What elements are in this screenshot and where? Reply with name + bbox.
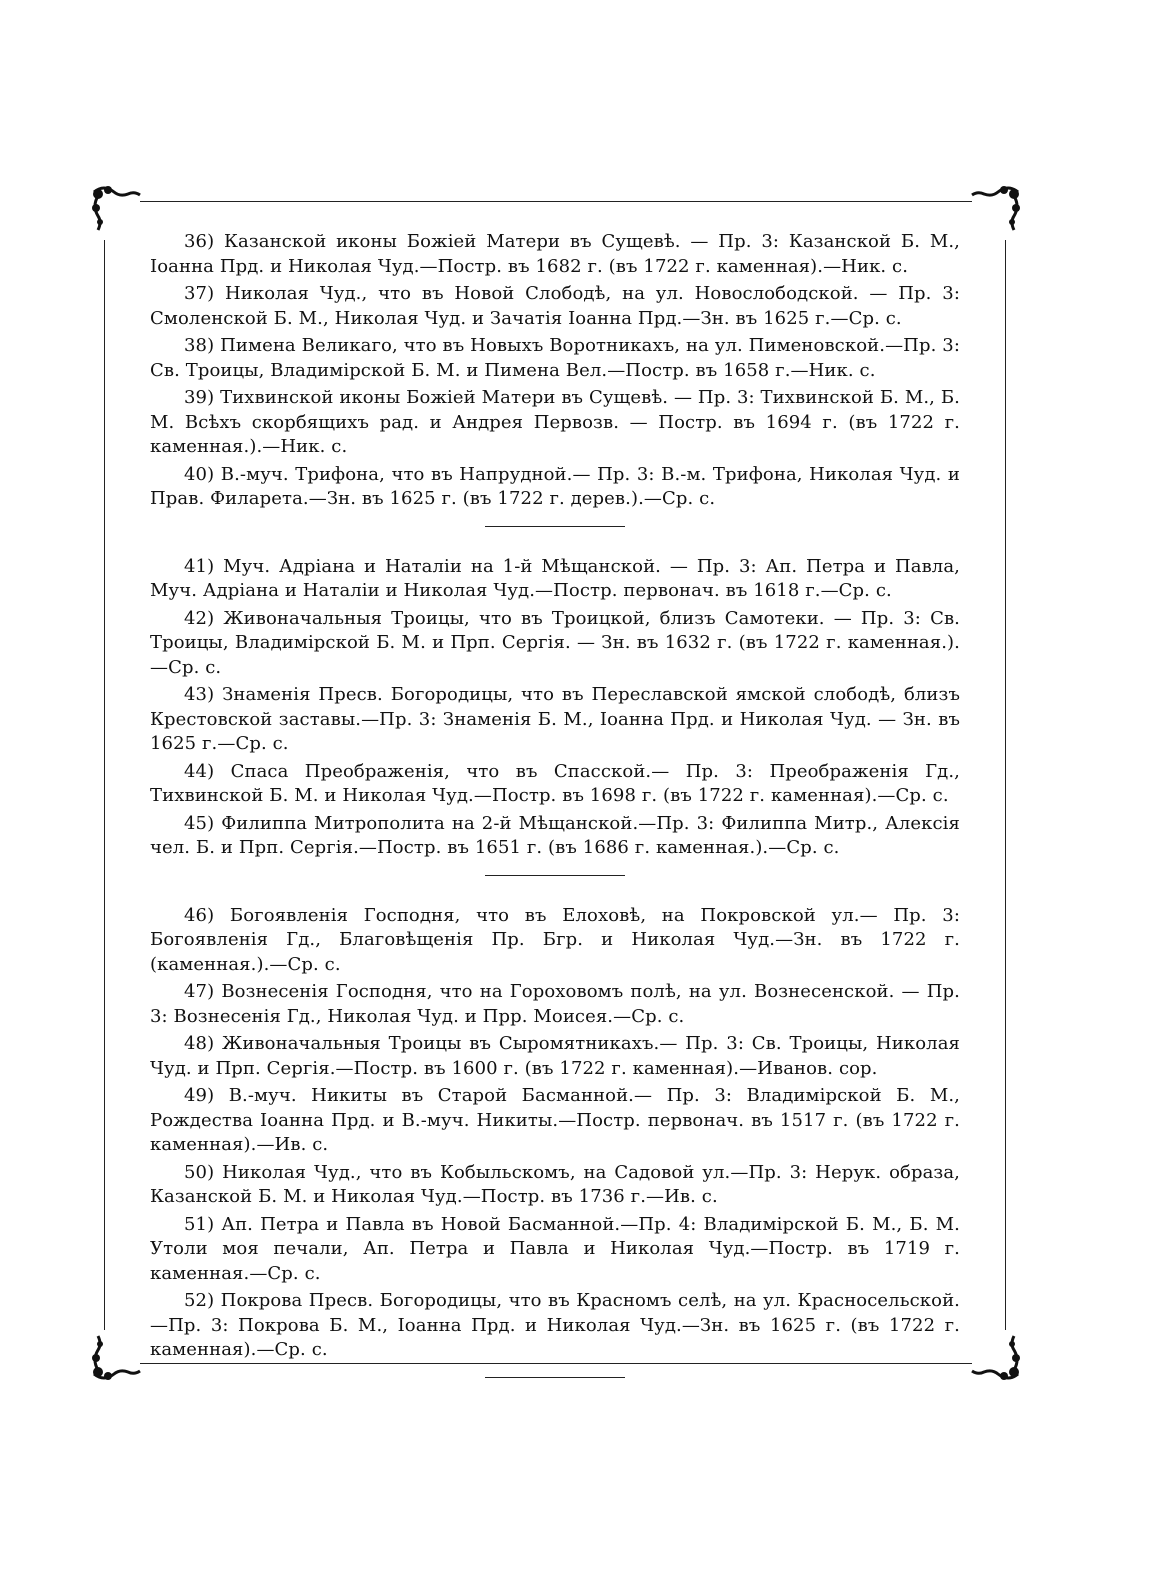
list-item: 46) Богоявленія Господня, что въ Елоховѣ, на Покровской ул.— Пр. 3: Богоявленія Гд., Благовѣщенія Пр. Бгр. и Николая Чуд.—Зн. въ 1722 г. (каменная.).—Ср. с. <box>150 904 960 975</box>
entry-group-2 <box>150 555 960 861</box>
section-divider <box>485 1377 625 1378</box>
list-item: 42) Живоначальныя Троицы, что въ Троицкой, близъ Самотеки. — Пр. 3: Св. Троицы, Владимірской Б. М. и Прп. Сергія. — Зн. въ 1632 г. (въ 1722 г. каменная.).—Ср. с. <box>150 607 960 678</box>
list-item: 43) Знаменія Пресв. Богородицы, что въ Переславской ямской слободѣ, близъ Крестовской заставы.—Пр. 3: Знаменія Б. М., Іоанна Прд. и Николая Чуд. — Зн. въ 1625 г.—Ср. с. <box>150 684 960 754</box>
list-item: 38) Пимена Великаго, что въ Новыхъ Воротникахъ, на ул. Пименовской.—Пр. 3: Св. Троицы, Владимірской Б. М. и Пимена Вел.—Постр. въ 1658 г.—Ник. с. <box>150 335 960 381</box>
ornament-bottom-left-icon <box>86 1326 144 1384</box>
frame-right-line <box>1005 240 1006 1330</box>
frame-top-line <box>140 201 972 202</box>
ornament-top-left-icon <box>86 182 144 240</box>
section-divider <box>485 526 625 527</box>
list-item: 45) Филиппа Митрополита на 2-й Мѣщанской.—Пр. 3: Филиппа Митр., Алексія чел. Б. и Прп. Сергія.—Постр. въ 1651 г. (въ 1686 г. каменная.).—Ср. с. <box>150 812 960 858</box>
church-list <box>150 230 960 1378</box>
entry-group-3 <box>150 904 960 1363</box>
list-item: 44) Спаса Преображенія, что въ Спасской.— Пр. 3: Преображенія Гд., Тихвинской Б. М. и Николая Чуд.—Постр. въ 1698 г. (въ 1722 г. каменная).—Ср. с. <box>150 760 960 806</box>
list-item: 49) В.-муч. Никиты въ Старой Басманной.— Пр. 3: Владимірской Б. М., Рождества Іоанна Прд. и В.-муч. Никиты.—Постр. первонач. въ 1517 г. (въ 1722 г. каменная).—Ив. с. <box>150 1085 960 1155</box>
list-item: 39) Тихвинской иконы Божіей Матери въ Сущевѣ. — Пр. 3: Тихвинской Б. М., Б. М. Всѣхъ скорбящихъ рад. и Андрея Первозв. — Постр. въ 1694 г. (въ 1722 г. каменная.).—Ник. с. <box>150 387 960 457</box>
list-item: 50) Николая Чуд., что въ Кобыльскомъ, на Садовой ул.—Пр. 3: Нерук. образа, Казанской Б. М. и Николая Чуд.—Постр. въ 1736 г.—Ив. с. <box>150 1161 960 1207</box>
list-item: 47) Вознесенія Господня, что на Гороховомъ полѣ, на ул. Вознесенской. — Пр. 3: Вознесенія Гд., Николая Чуд. и Прр. Моисея.—Ср. с. <box>150 981 960 1027</box>
entry-group-1 <box>150 230 960 512</box>
list-item: 51) Ап. Петра и Павла въ Новой Басманной.—Пр. 4: Владимірской Б. М., Б. М. Утоли моя печали, Ап. Петра и Павла и Николая Чуд.—Постр. въ 1719 г. каменная.—Ср. с. <box>150 1213 960 1284</box>
list-item: 52) Покрова Пресв. Богородицы, что въ Красномъ селѣ, на ул. Красносельской.—Пр. 3: Покрова Б. М., Іоанна Прд. и Николая Чуд.—Зн. въ 1625 г. (въ 1722 г. каменная).—Ср. с. <box>150 1290 960 1360</box>
section-divider <box>485 875 625 876</box>
list-item: 48) Живоначальныя Троицы въ Сыромятникахъ.— Пр. 3: Св. Троицы, Николая Чуд. и Прп. Сергія.—Постр. въ 1600 г. (въ 1722 г. каменная).—Иванов. сор. <box>150 1033 960 1079</box>
list-item: 37) Николая Чуд., что въ Новой Слободѣ, на ул. Новослободской. — Пр. 3: Смоленской Б. М., Николая Чуд. и Зачатія Іоанна Прд.—Зн. въ 1625 г.—Ср. с. <box>150 283 960 329</box>
frame-left-line <box>104 240 105 1330</box>
ornament-bottom-right-icon <box>968 1326 1026 1384</box>
ornament-top-right-icon <box>968 182 1026 240</box>
list-item: 36) Казанской иконы Божіей Матери въ Сущевѣ. — Пр. 3: Казанской Б. М., Іоанна Прд. и Николая Чуд.—Постр. въ 1682 г. (въ 1722 г. каменная).—Ник. с. <box>150 231 960 277</box>
list-item: 41) Муч. Адріана и Наталіи на 1-й Мѣщанской. — Пр. 3: Ап. Петра и Павла, Муч. Адріана и Наталіи и Николая Чуд.—Постр. первонач. въ 1618 г.—Ср. с. <box>150 555 960 601</box>
list-item: 40) В.-муч. Трифона, что въ Напрудной.— Пр. 3: В.-м. Трифона, Николая Чуд. и Прав. Филарета.—Зн. въ 1625 г. (въ 1722 г. дерев.).—Ср. с. <box>150 463 960 509</box>
